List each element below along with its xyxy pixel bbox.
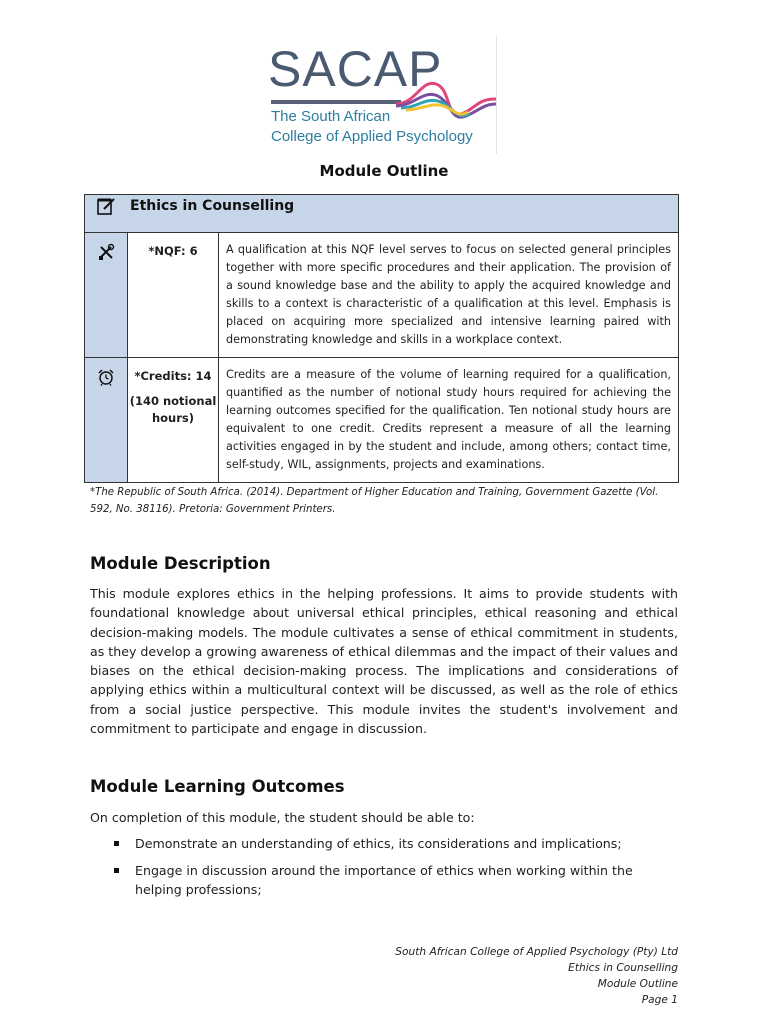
table-header-row xyxy=(85,195,679,233)
description-paragraph: This module explores ethics in the helping professions. It aims to provide students with foundational knowledge about universal ethical principles, ethical reasoning and ethical decision-making models. The module cultivates a sense of ethical commitment in students, as they develop a growing awareness of ethical dilemmas and the impact of their values and biases on the ethical decision-making process. The implications and considerations of applying ethics within a multicultural context will be discussed, as well as the role of ethics from a social justice perspective. This module invites the student's involvement and commitment to participate and engage in discussion. xyxy=(90,586,678,737)
module-info-table xyxy=(84,194,679,483)
footer-module: Ethics in Counselling xyxy=(568,962,678,974)
list-item: Engage in discussion around the importance of ethics when working within the helping professions; xyxy=(90,861,680,899)
footer-organization: South African College of Applied Psychology (Pty) Ltd xyxy=(395,946,678,958)
section-heading-description: Module Description xyxy=(90,554,271,573)
nqf-label: *NQF: 6 xyxy=(148,244,198,258)
module-name: Ethics in Counselling xyxy=(130,198,295,214)
notional-hours-label: (140 notional hours) xyxy=(129,394,217,425)
section-heading-outcomes: Module Learning Outcomes xyxy=(90,777,345,796)
alarm-clock-icon xyxy=(97,368,115,386)
notepad-pencil-icon xyxy=(96,196,116,216)
footer-doc-type: Module Outline xyxy=(597,978,678,990)
table-row xyxy=(85,233,679,358)
sacap-logo xyxy=(268,41,498,154)
nqf-description: A qualification at this NQF level serves to focus on selected general principles together with more specific procedures and their application. The provision of a sound knowledge base and the ability to apply the acquired knowledge and skills to a context is characteristic of a qualification at this level. Emphasis is placed on acquiring more specialized and intensive learning paired with demonstrating knowledge and skills in a workplace context. xyxy=(219,233,679,358)
page-footer xyxy=(395,944,678,1008)
list-item: Demonstrate an understanding of ethics, its considerations and implications; xyxy=(90,834,680,853)
outcomes-list xyxy=(90,834,680,907)
footer-page-number: Page 1 xyxy=(641,994,678,1006)
logo-underline xyxy=(271,100,401,104)
table-row xyxy=(85,358,679,483)
logo-tagline-2: College of Applied Psychology xyxy=(271,128,473,145)
tools-icon xyxy=(97,243,115,261)
credits-description: Credits are a measure of the volume of learning required for a qualification, quantified as the number of notional study hours required for achieving the learning outcomes specified for the qualification. Ten notional study hours are equivalent to one credit. Credits represent a measure of all the learning activities engaged in by the student and include, among others; contact time, self-study, WIL, assignments, projects and examinations. xyxy=(219,358,679,483)
credits-label: *Credits: 14 xyxy=(134,369,212,383)
logo-divider xyxy=(496,36,497,154)
footnote: *The Republic of South Africa. (2014). Department of Higher Education and Training, Government Gazette (Vol. 592, No. 38116). Pretoria: Government Printers. xyxy=(90,487,659,515)
document-title: Module Outline xyxy=(319,162,449,180)
outcomes-intro: On completion of this module, the student should be able to: xyxy=(90,810,475,825)
logo-wordmark: SACAP xyxy=(268,41,443,97)
logo-tagline-1: The South African xyxy=(271,108,391,125)
logo-wave-graphic xyxy=(396,74,496,124)
